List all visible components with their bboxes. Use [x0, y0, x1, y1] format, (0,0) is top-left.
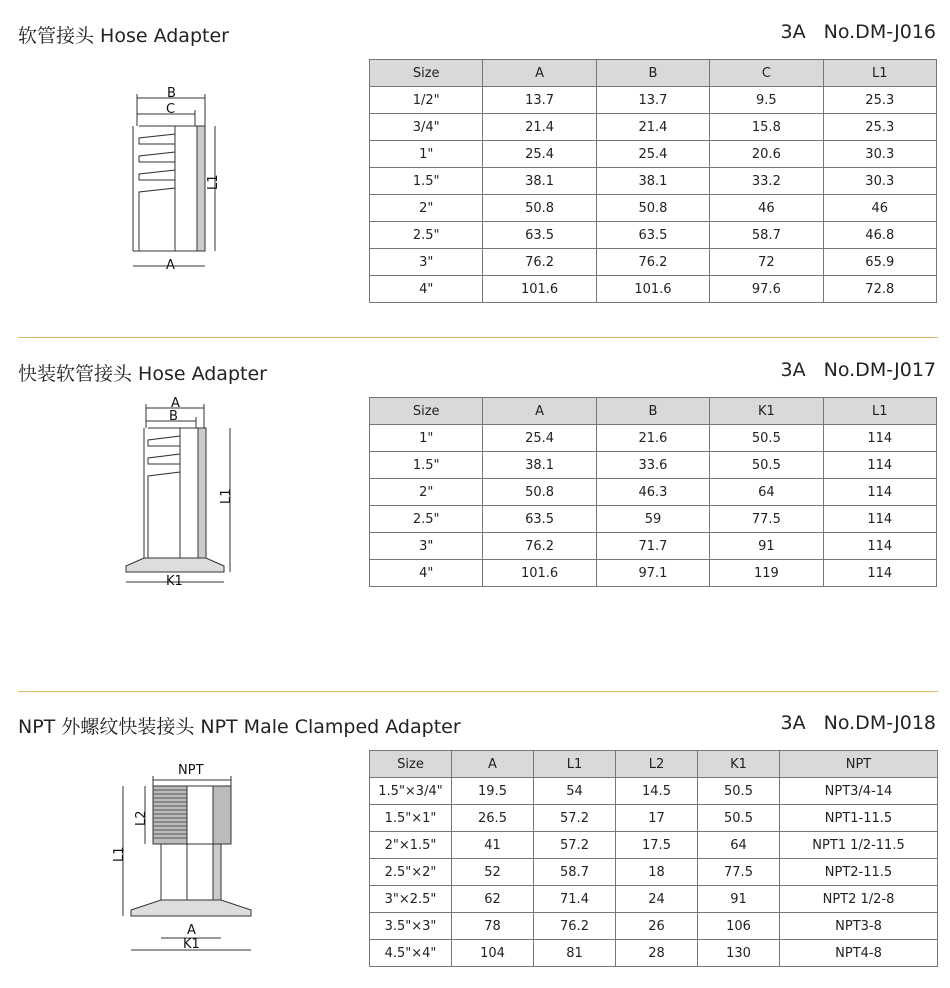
dim-label-c: C	[166, 102, 176, 117]
cell: 25.4	[483, 141, 596, 168]
cell: 2.5"×2"	[370, 859, 452, 886]
model-number	[781, 359, 936, 381]
cell: 17.5	[616, 832, 698, 859]
cell: 71.7	[596, 533, 709, 560]
model-number	[781, 21, 936, 43]
cell: 17	[616, 805, 698, 832]
cell: 1.5"×1"	[370, 805, 452, 832]
cell: 1/2"	[370, 87, 483, 114]
cell: 58.7	[534, 859, 616, 886]
cell: 2"	[370, 479, 483, 506]
table-row	[370, 114, 937, 141]
cell: 3"	[370, 533, 483, 560]
section-divider	[18, 337, 938, 338]
table-row	[370, 805, 938, 832]
cell: 26	[616, 913, 698, 940]
cell: 4"	[370, 276, 483, 303]
col-header: L1	[823, 398, 936, 425]
cell: 38.1	[596, 168, 709, 195]
cell: 77.5	[698, 859, 780, 886]
dim-label-b: B	[167, 86, 176, 101]
cell: 114	[823, 425, 936, 452]
table-row	[370, 141, 937, 168]
cell: 46	[823, 195, 936, 222]
cell: 101.6	[596, 276, 709, 303]
table-row	[370, 832, 938, 859]
table-row	[370, 276, 937, 303]
cell: 78	[452, 913, 534, 940]
cell: 1"	[370, 425, 483, 452]
model-code: No.DM-J018	[823, 712, 936, 734]
standard-label: 3A	[780, 21, 806, 43]
cell: 3"	[370, 249, 483, 276]
cell: 38.1	[483, 452, 596, 479]
cell: 64	[698, 832, 780, 859]
col-header: K1	[698, 751, 780, 778]
dim-label-l1: L1	[219, 488, 234, 504]
cell: 114	[823, 479, 936, 506]
table-row	[370, 560, 937, 587]
cell: 58.7	[710, 222, 823, 249]
cell: NPT2-11.5	[780, 859, 938, 886]
table-row	[370, 249, 937, 276]
table-header-row	[370, 751, 938, 778]
col-header: NPT	[780, 751, 938, 778]
dim-label-k1: K1	[183, 937, 200, 952]
cell: 2.5"	[370, 222, 483, 249]
col-header: L2	[616, 751, 698, 778]
dim-label-l2: L2	[134, 810, 149, 826]
cell: 50.5	[710, 452, 823, 479]
cell: 4.5"×4"	[370, 940, 452, 967]
cell: 41	[452, 832, 534, 859]
spec-table-j017	[369, 397, 937, 587]
cell: 28	[616, 940, 698, 967]
cell: 24	[616, 886, 698, 913]
col-header: K1	[710, 398, 823, 425]
table-row	[370, 506, 937, 533]
cell: 119	[710, 560, 823, 587]
cell: 106	[698, 913, 780, 940]
cell: 63.5	[483, 506, 596, 533]
model-code: No.DM-J017	[823, 359, 936, 381]
cell: 13.7	[596, 87, 709, 114]
col-header: B	[596, 60, 709, 87]
cell: 130	[698, 940, 780, 967]
dim-label-a: A	[166, 258, 175, 273]
col-header: A	[452, 751, 534, 778]
cell: 63.5	[596, 222, 709, 249]
section-title: 软管接头 Hose Adapter	[18, 25, 229, 47]
cell: 25.3	[823, 87, 936, 114]
cell: NPT3-8	[780, 913, 938, 940]
col-header: L1	[823, 60, 936, 87]
cell: 114	[823, 452, 936, 479]
cell: 3.5"×3"	[370, 913, 452, 940]
cell: 33.2	[710, 168, 823, 195]
col-header: Size	[370, 398, 483, 425]
cell: 50.8	[483, 479, 596, 506]
table-row	[370, 886, 938, 913]
table-row	[370, 913, 938, 940]
cell: 52	[452, 859, 534, 886]
cell: 76.2	[596, 249, 709, 276]
cell: 71.4	[534, 886, 616, 913]
model-code: No.DM-J016	[823, 21, 936, 43]
npt-clamped-adapter-drawing	[105, 760, 255, 955]
table-row	[370, 940, 938, 967]
table-row	[370, 87, 937, 114]
cell: 1"	[370, 141, 483, 168]
cell: 114	[823, 560, 936, 587]
cell: 97.6	[710, 276, 823, 303]
cell: 50.8	[483, 195, 596, 222]
section-title: 快装软管接头 Hose Adapter	[18, 363, 267, 385]
cell: 2.5"	[370, 506, 483, 533]
cell: 76.2	[483, 249, 596, 276]
cell: 15.8	[710, 114, 823, 141]
dim-label-l1: L1	[112, 846, 127, 862]
col-header: A	[483, 60, 596, 87]
cell: 62	[452, 886, 534, 913]
cell: 9.5	[710, 87, 823, 114]
cell: 104	[452, 940, 534, 967]
hose-adapter-drawing	[125, 86, 225, 276]
table-row	[370, 859, 938, 886]
cell: 57.2	[534, 832, 616, 859]
cell: 1.5"	[370, 452, 483, 479]
cell: 25.3	[823, 114, 936, 141]
cell: NPT3/4-14	[780, 778, 938, 805]
cell: 101.6	[483, 560, 596, 587]
cell: 59	[596, 506, 709, 533]
cell: 25.4	[483, 425, 596, 452]
cell: NPT4-8	[780, 940, 938, 967]
dim-label-a: A	[171, 396, 180, 411]
cell: NPT1 1/2-11.5	[780, 832, 938, 859]
table-row	[370, 222, 937, 249]
cell: 65.9	[823, 249, 936, 276]
cell: 30.3	[823, 141, 936, 168]
section-title: NPT 外螺纹快装接头 NPT Male Clamped Adapter	[18, 716, 461, 738]
dim-label-npt: NPT	[178, 763, 204, 778]
cell: 114	[823, 506, 936, 533]
cell: 2"×1.5"	[370, 832, 452, 859]
cell: 114	[823, 533, 936, 560]
cell: 63.5	[483, 222, 596, 249]
cell: 4"	[370, 560, 483, 587]
spec-table-j018	[369, 750, 938, 967]
dim-label-k1: K1	[166, 574, 183, 589]
model-number	[781, 712, 936, 734]
cell: 72.8	[823, 276, 936, 303]
dim-label-b: B	[169, 409, 178, 424]
table-row	[370, 452, 937, 479]
col-header: Size	[370, 751, 452, 778]
cell: 3"×2.5"	[370, 886, 452, 913]
table-row	[370, 168, 937, 195]
cell: 97.1	[596, 560, 709, 587]
section-divider	[18, 691, 938, 692]
cell: 20.6	[710, 141, 823, 168]
table-row	[370, 425, 937, 452]
table-header-row	[370, 398, 937, 425]
cell: 46	[710, 195, 823, 222]
standard-label: 3A	[780, 712, 806, 734]
cell: 76.2	[534, 913, 616, 940]
cell: 18	[616, 859, 698, 886]
cell: 21.4	[483, 114, 596, 141]
cell: 54	[534, 778, 616, 805]
cell: 76.2	[483, 533, 596, 560]
col-header: Size	[370, 60, 483, 87]
cell: 13.7	[483, 87, 596, 114]
cell: 21.4	[596, 114, 709, 141]
cell: 101.6	[483, 276, 596, 303]
cell: 50.5	[698, 805, 780, 832]
cell: 14.5	[616, 778, 698, 805]
table-row	[370, 195, 937, 222]
cell: 19.5	[452, 778, 534, 805]
cell: 1.5"	[370, 168, 483, 195]
dim-label-a: A	[187, 923, 196, 938]
cell: 3/4"	[370, 114, 483, 141]
cell: 33.6	[596, 452, 709, 479]
cell: 50.8	[596, 195, 709, 222]
table-header-row	[370, 60, 937, 87]
dim-label-l1: L1	[206, 174, 221, 190]
cell: 46.3	[596, 479, 709, 506]
cell: 2"	[370, 195, 483, 222]
table-row	[370, 479, 937, 506]
col-header: B	[596, 398, 709, 425]
standard-label: 3A	[780, 359, 806, 381]
table-row	[370, 533, 937, 560]
table-row	[370, 778, 938, 805]
col-header: C	[710, 60, 823, 87]
spec-table-j016	[369, 59, 937, 303]
cell: 1.5"×3/4"	[370, 778, 452, 805]
cell: 21.6	[596, 425, 709, 452]
cell: 30.3	[823, 168, 936, 195]
cell: 57.2	[534, 805, 616, 832]
cell: 25.4	[596, 141, 709, 168]
cell: 91	[698, 886, 780, 913]
cell: 91	[710, 533, 823, 560]
cell: NPT1-11.5	[780, 805, 938, 832]
cell: 46.8	[823, 222, 936, 249]
clamped-hose-adapter-drawing	[120, 396, 240, 591]
cell: NPT2 1/2-8	[780, 886, 938, 913]
col-header: L1	[534, 751, 616, 778]
cell: 50.5	[698, 778, 780, 805]
cell: 77.5	[710, 506, 823, 533]
cell: 26.5	[452, 805, 534, 832]
cell: 64	[710, 479, 823, 506]
cell: 50.5	[710, 425, 823, 452]
cell: 38.1	[483, 168, 596, 195]
col-header: A	[483, 398, 596, 425]
cell: 81	[534, 940, 616, 967]
cell: 72	[710, 249, 823, 276]
